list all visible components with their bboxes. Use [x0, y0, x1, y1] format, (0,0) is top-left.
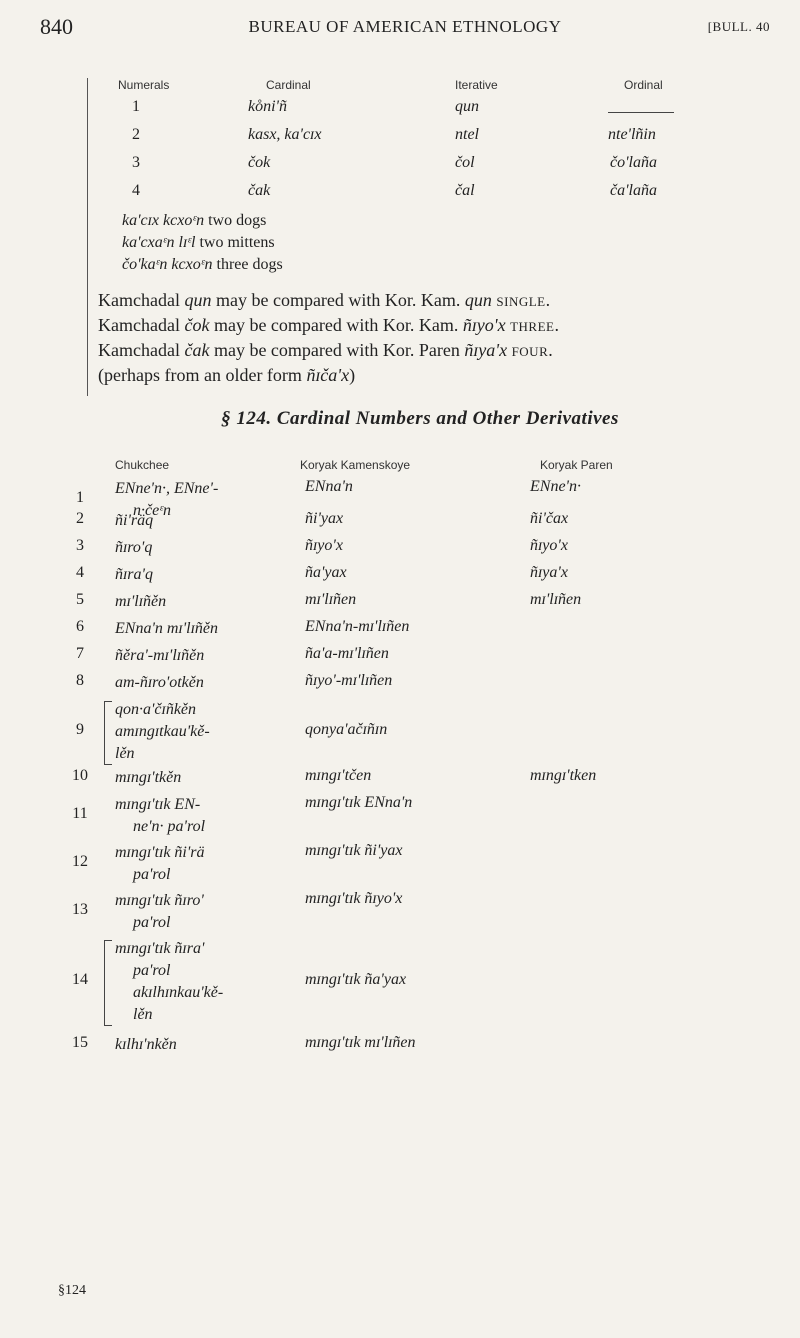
col-header-koryak-kamenskoye: Koryak Kamenskoye [300, 458, 411, 472]
koryak-paren-cell: ñɪya'x [530, 564, 568, 581]
chukchee-cell [115, 890, 204, 934]
chukchee-line: amɪngɪtkau'kě- [115, 723, 210, 740]
col-header-koryak-paren: Koryak Paren [540, 458, 613, 472]
chukchee-cell [115, 794, 205, 838]
col-header-numerals: Numerals [118, 78, 170, 92]
chukchee-line: ne'n· pa'rol [133, 818, 206, 835]
chukchee-cell [115, 645, 204, 667]
cardinal-1: ko̊ni'ñ [248, 98, 287, 115]
example-line [122, 234, 275, 252]
comparison-line: Kamchadal čak may be compared with Kor. Paren ñɪya'x four. [98, 340, 554, 360]
cardinal-4: čak [248, 182, 271, 199]
row-number: 15 [72, 1034, 88, 1051]
chukchee-line: qon·a'čɪñkěn [115, 701, 197, 718]
bulletin-number: [BULL. 40 [707, 19, 770, 34]
chukchee-cell [115, 537, 152, 559]
ordinal-3: čo'lañа [610, 154, 657, 171]
row-number: 10 [72, 767, 88, 784]
chukchee-cell [115, 842, 205, 886]
chukchee-cell [115, 1034, 177, 1056]
chukchee-line: lěn [115, 745, 135, 762]
comparison-paragraph [98, 288, 788, 388]
col-header-ordinal: Ordinal [624, 78, 663, 92]
koryak-kamenskoye-cell: mɪ'lɪñen [305, 591, 357, 608]
numeral-1: 1 [132, 98, 140, 115]
example-line [122, 212, 266, 230]
comparison-line: Kamchadal qun may be compared with Kor. Kam. qun single. [98, 290, 551, 310]
row-number: 2 [76, 510, 84, 527]
chukchee-line: mɪngɪ'tɪk ñɪra' [115, 940, 205, 957]
koryak-kamenskoye-cell: ñi'yax [305, 510, 344, 527]
chukchee-line: n·čeᵋn [133, 502, 171, 519]
chukchee-line: mɪ'lɪñěn [115, 593, 167, 610]
footer-section-ref: §124 [58, 1283, 86, 1298]
page-header [40, 14, 770, 44]
comparison-note: (perhaps from an older form ñɪča'x) [98, 365, 356, 385]
chukchee-line: ENna'n mɪ'lɪñěn [115, 620, 218, 637]
chukchee-line: ñi'räq [115, 512, 154, 529]
chukchee-line: mɪngɪ'tɪk EN- [115, 796, 201, 813]
row-number: 6 [76, 618, 84, 635]
iterative-3: čol [455, 154, 475, 171]
running-title: BUREAU OF AMERICAN ETHNOLOGY [248, 17, 562, 36]
chukchee-line: ñɪra'q [115, 566, 153, 583]
koryak-kamenskoye-cell: ENna'n [305, 478, 353, 495]
example-gloss: three dogs [216, 256, 283, 273]
chukchee-line: pa'rol [133, 962, 171, 979]
row-number: 14 [72, 971, 88, 988]
koryak-kamenskoye-cell: mɪngɪ'tɪk mɪ'lɪñen [305, 1034, 416, 1051]
col-header-iterative: Iterative [455, 78, 498, 92]
koryak-kamenskoye-cell: mɪngɪ'tɪk ENna'n [305, 794, 413, 811]
row-number: 7 [76, 645, 84, 662]
koryak-paren-cell: mɪngɪ'tken [530, 767, 597, 784]
iterative-4: čal [455, 182, 475, 199]
chukchee-cell [115, 564, 153, 586]
chukchee-line: mɪngɪ'tɪk ñɪro' [115, 892, 204, 909]
chukchee-line: mɪngɪ'tkěn [115, 769, 182, 786]
chukchee-line: pa'rol [133, 866, 171, 883]
chukchee-cell [115, 699, 210, 765]
chukchee-cell [115, 672, 204, 694]
koryak-kamenskoye-cell: ña'a-mɪ'lɪñen [305, 645, 389, 662]
koryak-kamenskoye-cell: ENna'n-mɪ'lɪñen [305, 618, 410, 635]
koryak-kamenskoye-cell: mɪngɪ'tɪk ña'yax [305, 971, 407, 988]
chukchee-line: lěn [133, 1006, 153, 1023]
ordinal-2: nte'lñin [608, 126, 656, 143]
chukchee-line: kɪlhɪ'nkěn [115, 1036, 177, 1053]
cardinal-3: čok [248, 154, 271, 171]
koryak-kamenskoye-cell: ñɪyo'-mɪ'lɪñen [305, 672, 393, 689]
koryak-paren-cell: ENne'n· [530, 478, 581, 495]
koryak-paren-cell: mɪ'lɪñen [530, 591, 582, 608]
chukchee-line: pa'rol [133, 914, 171, 931]
chukchee-cell [115, 591, 166, 613]
example-form: ka'cɪx kcxoᵋn [122, 212, 205, 229]
grouping-bracket [104, 940, 112, 1026]
section-title [60, 408, 780, 430]
section-number: § 124. [221, 408, 272, 429]
koryak-kamenskoye-cell: mɪngɪ'tɪk ñi'yax [305, 842, 403, 859]
chukchee-line: ñěra'-mɪ'lɪñěn [115, 647, 205, 664]
chukchee-cell [115, 767, 181, 789]
koryak-kamenskoye-cell: mɪngɪ'tɪk ñɪyo'x [305, 890, 403, 907]
comparison-line: Kamchadal čok may be compared with Kor. Kam. ñɪyo'x three. [98, 315, 560, 335]
page-number: 840 [40, 14, 73, 39]
row-number: 13 [72, 901, 88, 918]
example-form: ka'cxaᵋn lɪᵋl [122, 234, 196, 251]
example-gloss: two dogs [208, 212, 267, 229]
koryak-paren-cell: ñi'čax [530, 510, 569, 527]
example-line [122, 256, 283, 274]
ordinal-4: ča'lañа [610, 182, 657, 199]
numeral-3: 3 [132, 154, 140, 171]
row-number: 5 [76, 591, 84, 608]
margin-rule [87, 78, 88, 396]
numeral-4: 4 [132, 182, 140, 199]
chukchee-line: mɪngɪ'tɪk ñi'rä [115, 844, 205, 861]
koryak-kamenskoye-cell: mɪngɪ'tčen [305, 767, 372, 784]
row-number: 1 [76, 489, 84, 506]
row-number: 12 [72, 853, 88, 870]
koryak-paren-cell: ñɪyo'x [530, 537, 568, 554]
row-number: 8 [76, 672, 84, 689]
chukchee-cell [115, 938, 223, 1026]
chukchee-line: akɪlhɪnkau'kě- [133, 984, 224, 1001]
numeral-2: 2 [132, 126, 140, 143]
cardinal-2: kasx, ka'cɪx [248, 126, 322, 143]
col-header-cardinal: Cardinal [266, 78, 311, 92]
row-number: 11 [72, 805, 88, 822]
row-number: 4 [76, 564, 84, 581]
row-number: 9 [76, 721, 84, 738]
iterative-1: qun [455, 98, 479, 115]
koryak-kamenskoye-cell: qonya'ačɪñɪn [305, 721, 388, 738]
example-form: čo'kaᵋn kcxoᵋn [122, 256, 213, 273]
chukchee-line: ENne'n·, ENne'- [115, 480, 219, 497]
col-header-chukchee: Chukchee [115, 458, 170, 472]
row-number: 3 [76, 537, 84, 554]
koryak-kamenskoye-cell: ña'yax [305, 564, 347, 581]
example-gloss: two mittens [199, 234, 275, 251]
chukchee-line: ñɪro'q [115, 539, 153, 556]
ordinal-1-dash [608, 112, 674, 113]
chukchee-cell [115, 510, 153, 532]
koryak-kamenskoye-cell: ñɪyo'x [305, 537, 343, 554]
chukchee-line: am-ñɪro'otkěn [115, 674, 204, 691]
section-heading: Cardinal Numbers and Other Derivatives [276, 408, 619, 429]
chukchee-cell [115, 618, 218, 640]
grouping-bracket [104, 701, 112, 765]
iterative-2: ntel [455, 126, 479, 143]
